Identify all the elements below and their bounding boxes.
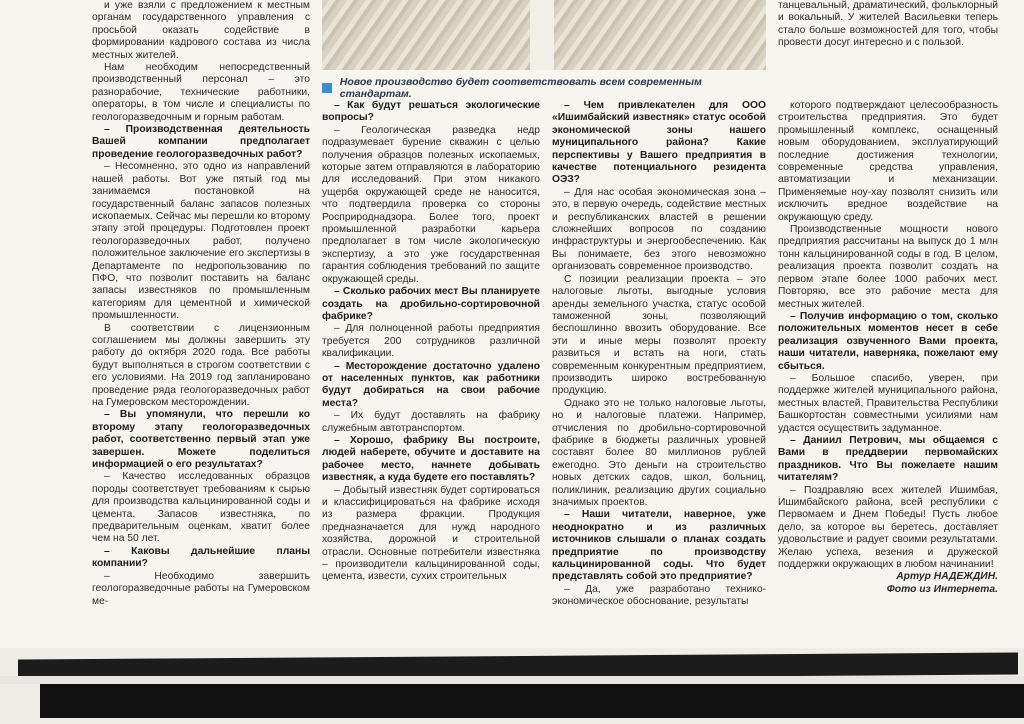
body-paragraph: – Добытый известняк будет сортироваться и классифицироваться на фабрике исходя из размера фракции. Продукция предназначается для нужд народного хозяйства, дорожной и строительной отрасли. Основные потребители известняка – производители кальцинированной соды, цемента, извести, сухих строительных — [322, 484, 540, 583]
question-paragraph: – Каковы дальнейшие планы компании? — [92, 545, 310, 570]
question-paragraph: – Хорошо, фабрику Вы построите, людей наберете, обучите и доставите на рабочее место, начнете добывать известняк, а куда будете его поставлять? — [322, 434, 540, 484]
body-paragraph: – Геологическая разведка недр подразумевает бурение скважин с целью получения образцов полезных ископаемых, которые затем отправляются в лабораторию для исследований. При этом никакого ущерба окружающей среде не наносится, что подтвердила проверка со стороны Росприроднадзора. Более того, проект промышленной разработки карьера предполагает в том числе экологическую экспертизу, а это уже государственная гарантия соблюдения требований по защите окружающей среды. — [322, 124, 540, 285]
scan-gap — [0, 676, 1024, 684]
column-4-continuation: танцевальный, драматический, фольклорный и вокальный. У жителей Васильевки теперь стало больше возможностей для того, чтобы провести досуг интересно и с пользой. — [778, 0, 998, 49]
text-column-3 — [552, 100, 766, 632]
scan-dark-band — [40, 684, 1024, 718]
body-paragraph: – Их будут доставлять на фабрику служебным автотранспортом. — [322, 410, 540, 434]
text-column-2 — [322, 100, 540, 632]
text-column-4 — [778, 100, 998, 630]
body-paragraph: – Несомненно, это одно из направлений нашей работы. Вот уже пятый год мы занимаемся постановкой на государственный баланс запасов полезных ископаемых. Сейчас мы перешли ко второму этапу этой процедуры. Подготовлен проект геологоразведочных работ, получено положительное заключение его экспертизы в Департаменте по недропользованию по ПФО, что позволит поставить на баланс запасы известняков по промышленным категориям для цементной и химической промышленности. — [92, 161, 310, 322]
question-paragraph: – Месторождение достаточно удалено от населенных пунктов, как работники будут добираться на свои рабочие места? — [322, 360, 540, 409]
body-paragraph: Производственные мощности нового предприятия рассчитаны на выпуск до 1 млн тонн кальцинированной соды в год. В целом, реализация проекта позволит создать на первом этапе более 1000 рабочих мест. Повторяю, все это рабочие места для местных жителей. — [778, 224, 998, 310]
body-paragraph: Однако это не только налоговые льготы, но и налоговые платежи. Например, отчисления по дробильно-сортировочной фабрике в бюджеты различных уровней составят более 80 миллионов рублей ежегодно. Это деньги на строительство новых детских садов, школ, больниц, поликлиник, реализацию других социально значимых проектов. — [552, 397, 766, 508]
article-photo — [322, 0, 766, 70]
body-paragraph: – Качество исследованных образцов породы соответствует требованиям к сырью для производства кальцинированной соды и цемента. Запасов известняка, по предварительным оценкам, хватит более чем на 50 лет. — [92, 471, 310, 545]
scan-edge — [0, 648, 1024, 724]
photo-divider — [530, 0, 554, 70]
body-paragraph: – Большое спасибо, уверен, при поддержке жителей муниципального района, местных властей, Правительства Республики Башкортостан совместными усилиями нам удастся осуществить задуманное. — [778, 372, 998, 434]
signature-line: Фото из Интернета. — [886, 583, 998, 595]
body-paragraph: С позиции реализации проекта – это налоговые льготы, выгодные условия аренды земельного участка, статус особой таможенной зоны, позволяющий беспошлинно ввозить оборудование. Все эти и иные меры позволят проекту развиться и встать на ноги, стать современным конкурентным предприятием, производить широко востребованную продукцию. — [552, 273, 766, 397]
body-paragraph: В соответствии с лицензионным соглашением мы должны завершить эту работу до октября 2020 года. Все работы будут выполняться в строгом соответствии с его условиями. На 2019 год запланировано проведение ряда геологоразведочных работ на Гумеровском месторождении. — [92, 322, 310, 408]
question-paragraph: – Даниил Петрович, мы общаемся с Вами в преддверии первомайских праздников. Что Вы пожелаете нашим читателям? — [778, 434, 998, 484]
body-paragraph: – Да, уже разработано технико-экономическое обоснование, результаты — [552, 583, 766, 608]
question-paragraph: – Наши читатели, наверное, уже неоднократно и из различных источников слышали о планах создать предприятие по производству кальцинированной соды. Что будет представлять собой это предприятие? — [552, 509, 766, 583]
body-paragraph: – Для полноценной работы предприятия требуется 200 сотрудников различной квалификации. — [322, 323, 540, 360]
body-paragraph: и уже взяли с предложением к местным органам государственного управления с просьбой оказать содействие в формировании кадрового состава из числа местных жителей. — [92, 0, 310, 61]
question-paragraph: – Сколько рабочих мест Вы планируете создать на дробильно-сортировочной фабрике? — [322, 286, 540, 322]
question-paragraph: – Как будут решаться экологические вопросы? — [322, 100, 540, 124]
text-column-1 — [92, 0, 310, 630]
caption-square-icon — [322, 83, 332, 93]
question-paragraph: – Производственная деятельность Вашей компании предполагает проведение геологоразведочных работ? — [92, 124, 310, 160]
question-paragraph: – Вы упомянули, что перешли ко второму этапу геологоразведочных работ, соответственно первый этап уже завершен. Можете поделиться информацией о его результатах? — [92, 409, 310, 471]
question-paragraph: – Получив информацию о том, сколько положительных моментов несет в себе реализация озвученного Вами проекта, наши читатели, наверняка, пожелают ему сбыться. — [778, 310, 998, 372]
body-paragraph: – Необходимо завершить геологоразведочные работы на Гумеровском ме- — [92, 570, 310, 607]
photo-caption — [322, 76, 766, 100]
body-paragraph: которого подтверждают целесообразность строительства предприятия. Это будет промышленный комплекс, оснащенный новым оборудованием, эксплуатирующий последние достижения технологии, современные средства управления, автоматизации и механизации. Применяемые ноу-хау позволят снизить или исключить вредное воздействие на окружающую среду. — [778, 100, 998, 223]
signature-line: Артур НАДЕЖДИН. — [896, 571, 998, 583]
caption-text: Новое производство будет соответствовать всем современным стандартам. — [339, 76, 702, 100]
question-paragraph: – Чем привлекателен для ООО «Ишимбайский известняк» статус особой экономической зоны нашего муниципального района? Какие перспективы у Вашего предприятия в качестве потенциального резидента ОЭЗ? — [552, 100, 766, 186]
body-paragraph: Нам необходим непосредственный производственный персонал – это разнорабочие, технические работники, операторы, в том числе и специалисты по геологоразведочным и горным работам. — [92, 62, 310, 123]
body-paragraph: – Для нас особая экономическая зона – это, в первую очередь, содействие местных и республиканских властей в решении сложнейших вопросов по созданию инфраструктуры и энергообеспечению. Как Вы понимаете, без этого невозможно организовать современное производство. — [552, 186, 766, 273]
body-paragraph: – Поздравляю всех жителей Ишимбая, Ишимбайского района, всей республики с Первомаем и Днем Победы! Пусть любое дело, за которое вы беретесь, доставляет удовольствие и радует своими результатами. Желаю успеха, везения и дружеской поддержки окружающих в любом начинании! — [778, 484, 998, 571]
